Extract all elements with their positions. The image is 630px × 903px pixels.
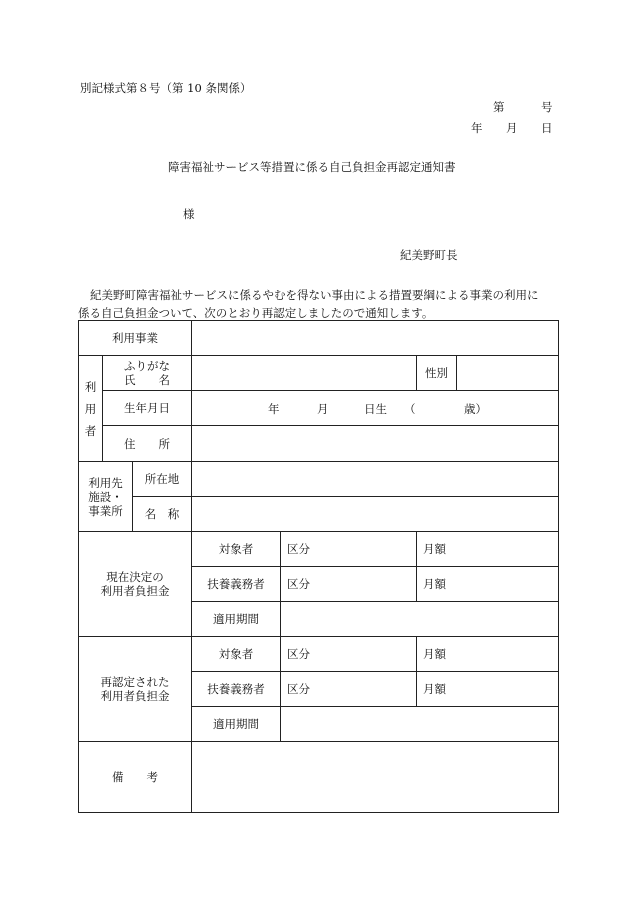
reassessed-supporter-category[interactable] [281, 672, 417, 707]
service-value[interactable] [192, 321, 559, 356]
reassessed-supporter-label: 扶養義務者 [192, 672, 281, 707]
reassessed-label: 再認定された 利用者負担金 [79, 637, 192, 742]
document-title: 障害福祉サービス等措置に係る自己負担金再認定通知書 [168, 160, 456, 174]
user-char-2: 用 [84, 401, 97, 416]
facility-location-value[interactable] [192, 462, 559, 497]
name-label-cell [103, 356, 192, 391]
address-label: 住 所 [103, 426, 192, 462]
user-group-label [79, 356, 103, 462]
current-supporter-category[interactable] [281, 567, 417, 602]
reassessed-target-monthly[interactable] [417, 637, 559, 672]
user-char-3: 者 [84, 423, 97, 438]
reassessed-period-label: 適用期間 [192, 707, 281, 742]
reassessed-period-value[interactable] [281, 707, 559, 742]
current-period-label: 適用期間 [192, 602, 281, 637]
name-row [79, 356, 559, 391]
current-target-label: 対象者 [192, 532, 281, 567]
gender-value[interactable] [457, 356, 559, 391]
number-go: 号 [541, 100, 553, 114]
category-label: 区分 [287, 577, 311, 591]
category-label: 区分 [287, 647, 311, 661]
remarks-value[interactable] [192, 742, 559, 813]
issuer: 紀美野町長 [400, 248, 458, 262]
monthly-label: 月額 [423, 682, 447, 696]
current-target-row [79, 532, 559, 567]
reassessed-target-category[interactable] [281, 637, 417, 672]
remarks-row [79, 742, 559, 813]
address-row [79, 426, 559, 462]
current-supporter-monthly[interactable] [417, 567, 559, 602]
dob-year: 年 [268, 402, 280, 416]
date-month: 月 [506, 121, 518, 135]
current-decision-label: 現在決定の 利用者負担金 [79, 532, 192, 637]
monthly-label: 月額 [423, 542, 447, 556]
date-year: 年 [471, 121, 483, 135]
name-label: 氏 名 [124, 373, 171, 387]
age-open: （ [404, 402, 416, 416]
dob-value[interactable] [192, 391, 559, 426]
monthly-label: 月額 [423, 647, 447, 661]
facility-name-value[interactable] [192, 497, 559, 532]
address-value[interactable] [192, 426, 559, 462]
addressee-suffix: 様 [183, 207, 195, 221]
name-value[interactable] [192, 356, 417, 391]
category-label: 区分 [287, 542, 311, 556]
furigana-label: ふりがな [124, 359, 171, 373]
user-char-1: 利 [84, 379, 97, 394]
form-reference: 別記様式第８号（第 10 条関係） [80, 81, 252, 95]
dob-day: 日生 [364, 402, 388, 416]
reassessed-supporter-monthly[interactable] [417, 672, 559, 707]
date-day: 日 [541, 121, 553, 135]
current-target-category[interactable] [281, 532, 417, 567]
facility-name-label: 名 称 [133, 497, 192, 532]
remarks-label: 備 考 [79, 742, 192, 813]
current-period-value[interactable] [281, 602, 559, 637]
current-supporter-label: 扶養義務者 [192, 567, 281, 602]
dob-label: 生年月日 [103, 391, 192, 426]
gender-label: 性別 [417, 356, 457, 391]
service-row [79, 321, 559, 356]
body-line-2: 係る自己負担金ついて、次のとおり再認定しましたので通知します。 [78, 306, 434, 320]
reassessed-target-row [79, 637, 559, 672]
age-close: 歳） [464, 402, 488, 416]
reassessed-target-label: 対象者 [192, 637, 281, 672]
body-line-1: 紀美野町障害福祉サービスに係るやむを得ない事由による措置要綱による事業の利用に [90, 288, 539, 302]
facility-group-label: 利用先 施設・ 事業所 [79, 462, 133, 532]
facility-location-label: 所在地 [133, 462, 192, 497]
dob-month: 月 [317, 402, 329, 416]
monthly-label: 月額 [423, 577, 447, 591]
facility-location-row [79, 462, 559, 497]
notice-table [78, 320, 559, 813]
dob-row [79, 391, 559, 426]
category-label: 区分 [287, 682, 311, 696]
facility-name-row [79, 497, 559, 532]
current-target-monthly[interactable] [417, 532, 559, 567]
service-label: 利用事業 [79, 321, 192, 356]
number-dai: 第 [493, 100, 505, 114]
